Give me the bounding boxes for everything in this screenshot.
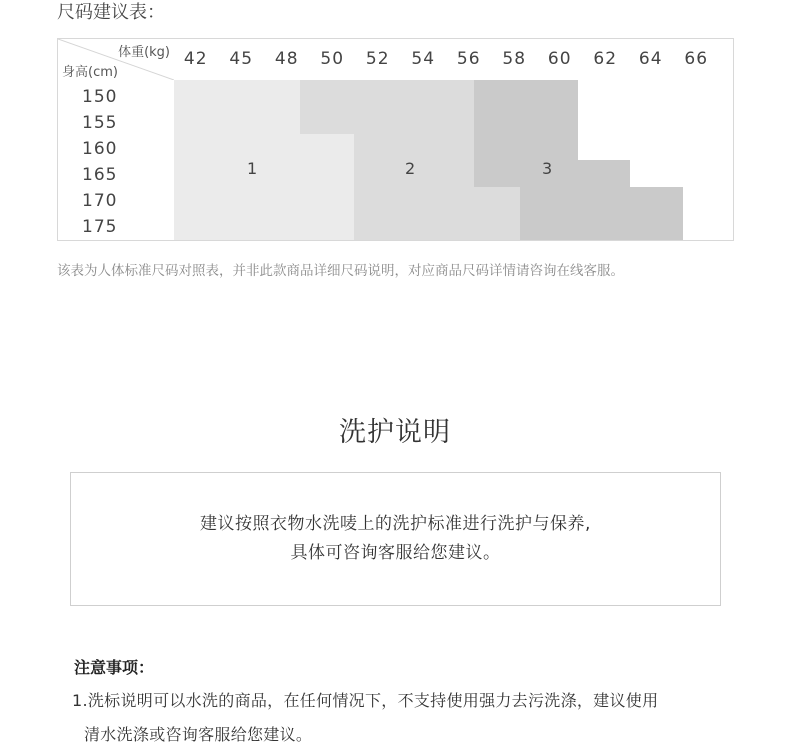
- care-line-1: 建议按照衣物水洗唛上的洗护标准进行洗护与保养,: [200, 514, 591, 534]
- height-header: 身高(cm): [62, 65, 118, 80]
- care-title: 洗护说明: [339, 417, 451, 448]
- weight-cell: 64: [638, 49, 663, 69]
- care-instructions-box: [70, 472, 721, 606]
- size-chart-note: 该表为人体标准尺码对照表，并非此款商品详细尺码说明，对应商品尺码详情请咨询在线客服。: [57, 263, 624, 279]
- size-zone-2: [300, 80, 474, 134]
- weight-header: 体重(kg): [118, 45, 170, 60]
- size-zone-3c: [520, 187, 683, 241]
- height-cell: 150: [82, 87, 118, 107]
- size-chart-title: 尺码建议表：: [57, 2, 165, 23]
- weight-cell: 42: [183, 49, 208, 69]
- size-zone-2c: [474, 187, 520, 241]
- weight-cell: 48: [274, 49, 299, 69]
- weight-cell: 50: [320, 49, 345, 69]
- weight-cell: 52: [365, 49, 390, 69]
- size-zone-empty-bot: [683, 187, 734, 241]
- care-line-2: 具体可咨询客服给您建议。: [290, 543, 501, 563]
- weight-cell: 66: [684, 49, 709, 69]
- size-zone-label: 1: [247, 159, 258, 178]
- notes-heading: 注意事项：: [74, 658, 155, 677]
- note-item-1-line-1: 1.洗标说明可以水洗的商品，在任何情况下，不支持使用强力去污洗涤，建议使用: [72, 691, 659, 710]
- height-cell: 160: [82, 139, 118, 159]
- height-cell: 175: [82, 217, 118, 237]
- size-zone-2b: [354, 134, 474, 241]
- height-cell: 165: [82, 165, 118, 185]
- weight-cell: 45: [229, 49, 254, 69]
- note-item-1-line-2: 清水洗涤或咨询客服给您建议。: [84, 725, 313, 744]
- weight-cell: 60: [547, 49, 572, 69]
- weight-cell: 62: [593, 49, 618, 69]
- weight-cell: 54: [411, 49, 436, 69]
- height-cell: 170: [82, 191, 118, 211]
- size-zone-empty-top: [578, 80, 734, 160]
- size-zone-label: 3: [542, 159, 553, 178]
- size-zone-empty-mid: [630, 160, 734, 187]
- size-zone-label: 2: [405, 159, 416, 178]
- size-chart-table: [57, 38, 734, 241]
- weight-cell: 56: [456, 49, 481, 69]
- weight-cell: 58: [502, 49, 527, 69]
- height-cell: 155: [82, 113, 118, 133]
- header-cell: [58, 39, 174, 80]
